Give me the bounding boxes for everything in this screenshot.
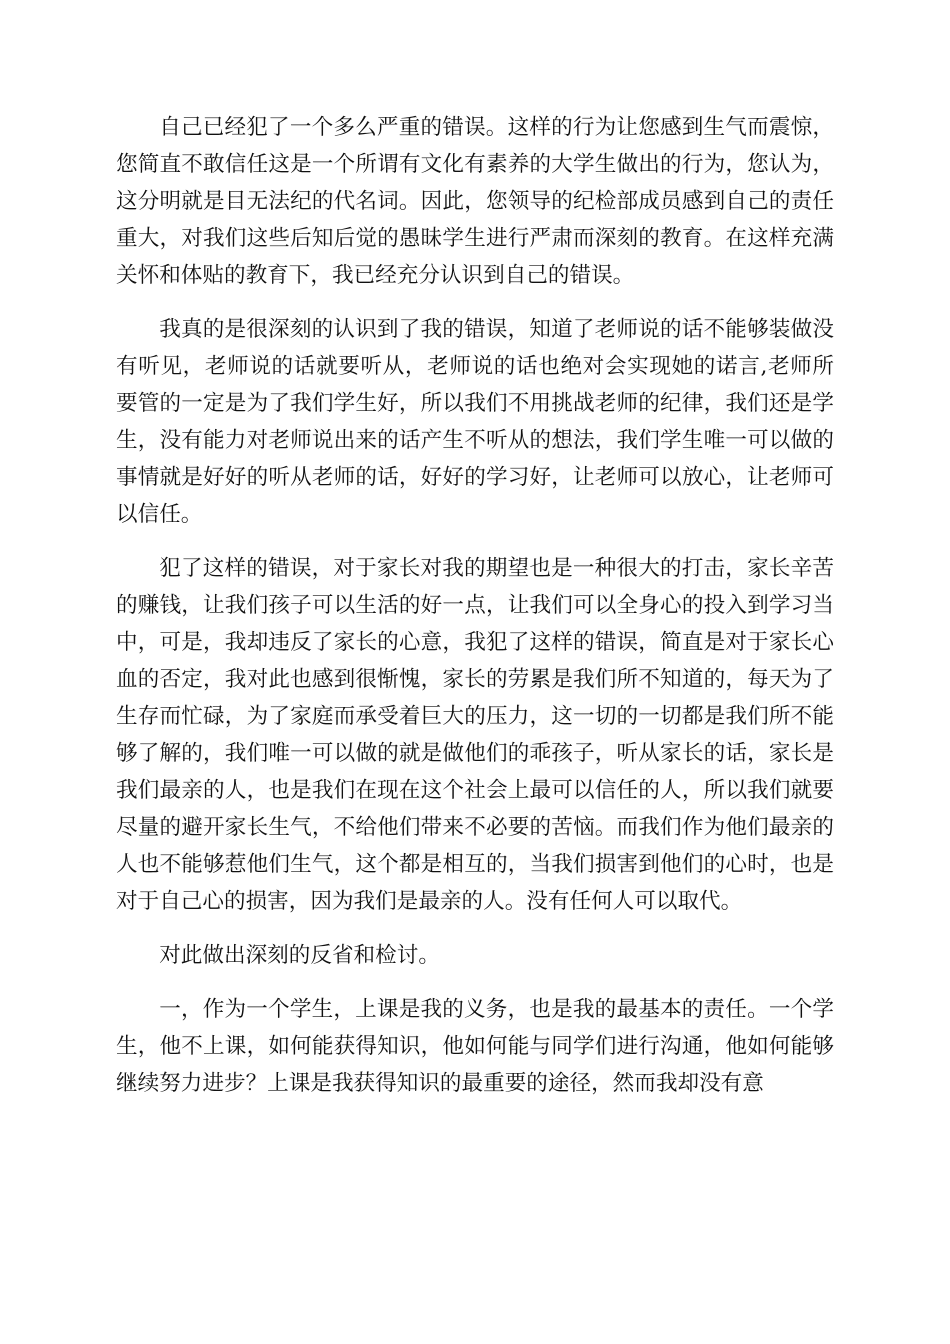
paragraph-1: 自己已经犯了一个多么严重的错误。这样的行为让您感到生气而震惊，您简直不敢信任这是一个所谓有文化有素养的大学生做出的行为，您认为，这分明就是目无法纪的代名词。因此，您领导的纪检部成员感到自己的责任重大，对我们这些后知后觉的愚昧学生进行严肃而深刻的教育。在这样充满关怀和体贴的教育下，我已经充分认识到自己的错误。: [116, 115, 834, 288]
paragraph-5: 一，作为一个学生，上课是我的义务，也是我的最基本的责任。一个学生，他不上课，如何能获得知识，他如何能与同学们进行沟通，他如何能够继续努力进步？上课是我获得知识的最重要的途径，然而我却没有意: [116, 997, 834, 1096]
paragraph-3: 犯了这样的错误，对于家长对我的期望也是一种很大的打击，家长辛苦的赚钱，让我们孩子可以生活的好一点，让我们可以全身心的投入到学习当中，可是，我却违反了家长的心意，我犯了这样的错误，简直是对于家长心血的否定，我对此也感到很惭愧，家长的劳累是我们所不知道的，每天为了生存而忙碌，为了家庭而承受着巨大的压力，这一切的一切都是我们所不能够了解的，我们唯一可以做的就是做他们的乖孩子，听从家长的话，家长是我们最亲的人，也是我们在现在这个社会上最可以信任的人，所以我们就要尽量的避开家长生气，不给他们带来不必要的苦恼。而我们作为他们最亲的人也不能够惹他们生气，这个都是相互的，当我们损害到他们的心时，也是对于自己心的损害，因为我们是最亲的人。没有任何人可以取代。: [116, 556, 834, 914]
paragraph-2: 我真的是很深刻的认识到了我的错误，知道了老师说的话不能够装做没有听见，老师说的话就要听从，老师说的话也绝对会实现她的诺言,老师所要管的一定是为了我们学生好，所以我们不用挑战老师的纪律，我们还是学生，没有能力对老师说出来的话产生不听从的想法，我们学生唯一可以做的事情就是好好的听从老师的话，好好的学习好，让老师可以放心，让老师可以信任。: [116, 317, 834, 527]
document-body: [116, 109, 834, 1119]
paragraph-4: 对此做出深刻的反省和检讨。: [159, 943, 440, 968]
